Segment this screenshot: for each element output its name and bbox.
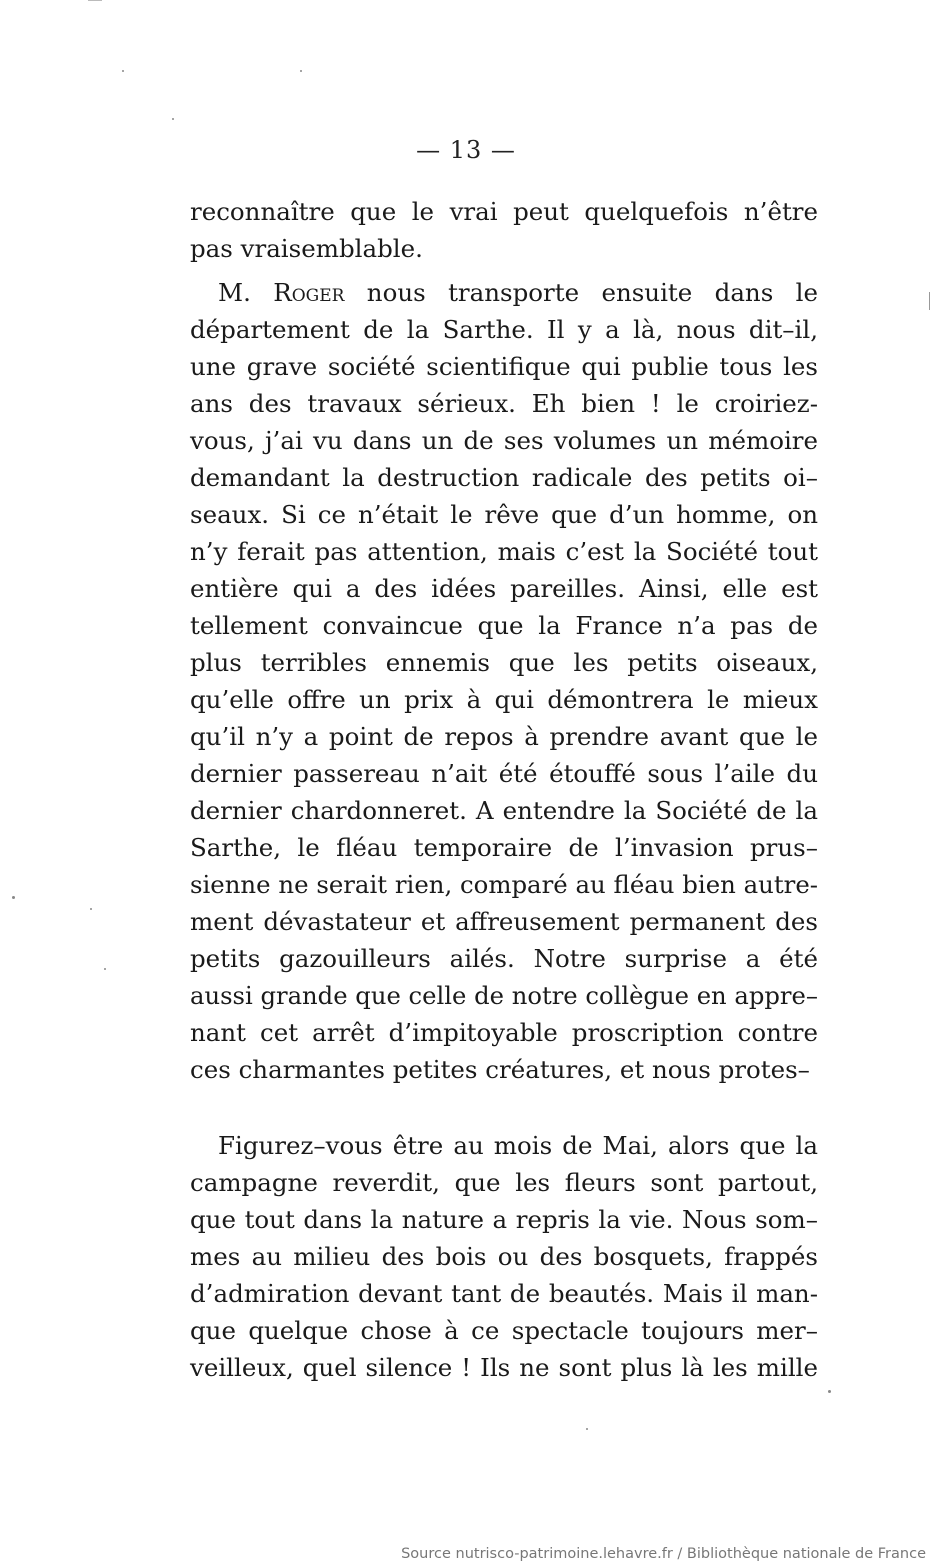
text-line: n’y ferait pas attention, mais c’est la Société tout — [190, 537, 818, 566]
text-line: vous, j’ai vu dans un de ses volumes un mémoire — [190, 426, 818, 455]
text-line: sienne ne serait rien, comparé au fléau bien autre- — [190, 870, 818, 899]
text-line: plus terribles ennemis que les petits oiseaux, — [190, 648, 818, 677]
text-line: demandant la destruction radicale des petits oi– — [190, 463, 818, 492]
scan-speck — [12, 896, 15, 899]
text-line: mes au milieu des bois ou des bosquets, frappés — [190, 1242, 818, 1271]
text-line: Sarthe, le fléau temporaire de l’invasion prus– — [190, 833, 818, 862]
text-line: qu’il n’y a point de repos à prendre avant que le — [190, 722, 818, 751]
scan-mark — [929, 292, 930, 310]
author-name: Roger — [273, 278, 345, 307]
scan-speck — [586, 1428, 588, 1430]
text-line-first — [190, 274, 818, 311]
text-line: entière qui a des idées pareilles. Ainsi, elle est — [190, 574, 818, 603]
text-line: pas vraisemblable. — [190, 234, 423, 263]
paragraph-roger — [190, 274, 818, 1088]
text-line: une grave société scientifique qui publie tous les — [190, 352, 818, 381]
text-line: Figurez–vous être au mois de Mai, alors que la — [218, 1131, 818, 1160]
text-line: seaux. Si ce n’était le rêve que d’un homme, on — [190, 500, 818, 529]
paragraph-continuation — [190, 193, 818, 267]
paragraph-may — [190, 1127, 818, 1386]
text-line: aussi grande que celle de notre collègue en appre– — [190, 981, 818, 1010]
text-line: qu’elle offre un prix à qui démontrera le mieux — [190, 685, 818, 714]
scan-speck — [122, 70, 124, 72]
text-line: que tout dans la nature a repris la vie. Nous som– — [190, 1205, 818, 1234]
scan-speck — [828, 1390, 831, 1393]
scan-speck — [90, 908, 92, 910]
text-rest: nous transporte ensuite dans le — [344, 278, 818, 307]
scan-speck — [104, 968, 106, 970]
text-line: reconnaître que le vrai peut quelquefois n’être — [190, 197, 818, 226]
text-line: ans des travaux sérieux. Eh bien ! le croiriez- — [190, 389, 818, 418]
scan-speck — [172, 118, 174, 120]
text-line: d’admiration devant tant de beautés. Mais il man- — [190, 1279, 818, 1308]
scan-speck — [300, 70, 302, 72]
text-line: tellement convaincue que la France n’a pas de — [190, 611, 818, 640]
text-line: département de la Sarthe. Il y a là, nous dit–il, — [190, 315, 818, 344]
text-line: veilleux, quel silence ! Ils ne sont plus là les mille — [190, 1353, 818, 1382]
page-number: — 13 — — [416, 136, 516, 164]
source-attribution: Source nutrisco-patrimoine.lehavre.fr / Bibliothèque nationale de France — [401, 1546, 926, 1562]
text-line: campagne reverdit, que les fleurs sont partout, — [190, 1168, 818, 1197]
text-line: nant cet arrêt d’impitoyable proscription contre — [190, 1018, 818, 1047]
text-line: ces charmantes petites créatures, et nous protes– — [190, 1055, 810, 1084]
text-line: petits gazouilleurs ailés. Notre surprise a été — [190, 944, 818, 973]
text-line: dernier chardonneret. A entendre la Société de la — [190, 796, 818, 825]
text-line: dernier passereau n’ait été étouffé sous l’aile du — [190, 759, 818, 788]
scan-mark — [88, 0, 102, 1]
text-line: que quelque chose à ce spectacle toujours mer– — [190, 1316, 818, 1345]
text-prefix: M. — [218, 278, 274, 307]
text-line: ment dévastateur et affreusement permanent des — [190, 907, 818, 936]
